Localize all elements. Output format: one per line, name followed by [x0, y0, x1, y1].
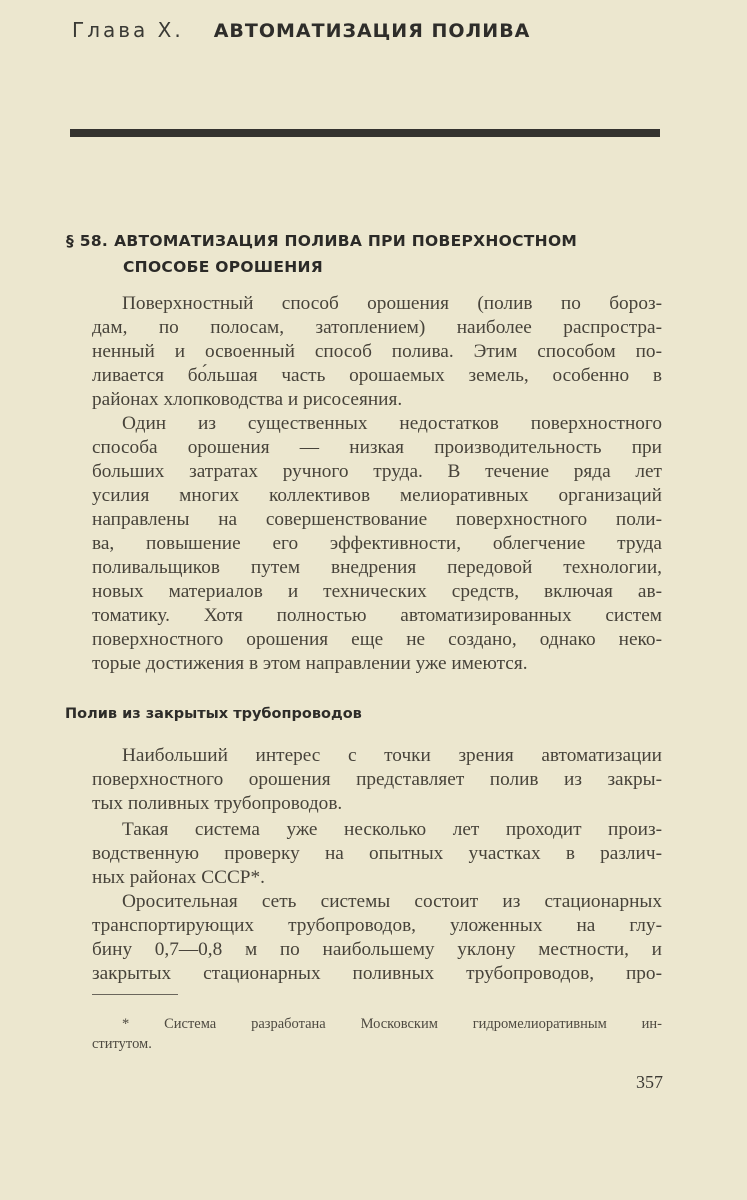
- footnote-line: ститутом.: [92, 1036, 152, 1052]
- text-line: больших затратах ручного труда. В течение ряда лет: [92, 461, 662, 482]
- text-line: новых материалов и технических средств, включая ав-: [92, 581, 662, 602]
- text-line: Такая система уже несколько лет проходит произ-: [122, 819, 662, 840]
- text-line: поверхностного орошения представляет полив из закры-: [92, 769, 662, 790]
- text-line: закрытых стационарных поливных трубопроводов, про-: [92, 963, 662, 984]
- section-title-line-1: АВТОМАТИЗАЦИЯ ПОЛИВА ПРИ ПОВЕРХНОСТНОМ: [114, 232, 578, 250]
- text-line: ва, повышение его эффективности, облегчение труда: [92, 533, 662, 554]
- text-line: поливальщиков путем внедрения передовой технологии,: [92, 557, 662, 578]
- header-rule: [70, 129, 660, 137]
- chapter-label: Глава X.: [72, 18, 184, 42]
- text-line: водственную проверку на опытных участках в различ-: [92, 843, 662, 864]
- subheading: Полив из закрытых трубопроводов: [65, 706, 362, 722]
- text-line: направлены на совершенствование поверхностного поли-: [92, 509, 662, 530]
- text-line: Наибольший интерес с точки зрения автоматизации: [122, 745, 662, 766]
- footnote-line: * Система разработана Московским гидромелиоративным ин-: [122, 1016, 662, 1032]
- text-line: ливается бо́льшая часть орошаемых земель, особенно в: [92, 365, 662, 386]
- section-title-line-2: СПОСОБЕ ОРОШЕНИЯ: [123, 258, 324, 276]
- text-line: бину 0,7—0,8 м по наибольшему уклону местности, и: [92, 939, 662, 960]
- text-line: способа орошения — низкая производительность при: [92, 437, 662, 458]
- section-number: § 58.: [66, 232, 109, 250]
- text-line: торые достижения в этом направлении уже имеются.: [92, 653, 528, 674]
- text-line: районах хлопководства и рисосеяния.: [92, 389, 403, 410]
- text-line: поверхностного орошения еще не создано, однако неко-: [92, 629, 662, 650]
- text-line: томатику. Хотя полностью автоматизированных систем: [92, 605, 662, 626]
- text-line: Поверхностный способ орошения (полив по бороз-: [122, 293, 662, 314]
- running-head: [72, 18, 530, 42]
- text-line: тых поливных трубопроводов.: [92, 793, 343, 814]
- page-number: 357: [636, 1072, 663, 1092]
- text-line: Оросительная сеть системы состоит из стационарных: [122, 891, 662, 912]
- text-line: ных районах СССР*.: [92, 867, 265, 888]
- text-line: усилия многих коллективов мелиоративных организаций: [92, 485, 662, 506]
- text-line: дам, по полосам, затоплением) наиболее распростра-: [92, 317, 662, 338]
- section-heading: [66, 228, 666, 280]
- text-line: ненный и освоенный способ полива. Этим способом по-: [92, 341, 662, 362]
- text-line: транспортирующих трубопроводов, уложенных на глу-: [92, 915, 662, 936]
- footnote-rule: [92, 994, 178, 995]
- text-line: Один из существенных недостатков поверхностного: [122, 413, 662, 434]
- chapter-title: АВТОМАТИЗАЦИЯ ПОЛИВА: [213, 20, 531, 42]
